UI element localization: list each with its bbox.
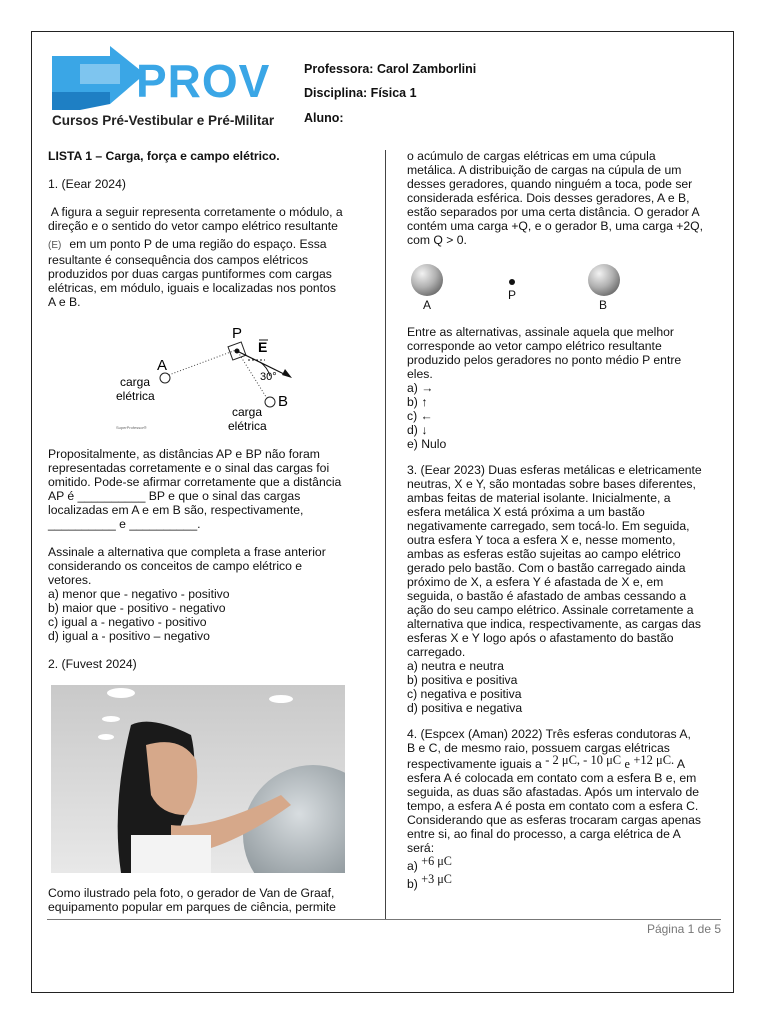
q2-text: o acúmulo de cargas elétricas em uma cúpula (407, 149, 656, 163)
line-ap (166, 350, 236, 376)
left-column (48, 149, 373, 309)
q3-text: outra esfera Y toca a esfera X e, nesse momento, (407, 533, 676, 547)
q2-text: eles. (407, 367, 433, 381)
q1-heading: 1. (Eear 2024) (48, 177, 126, 191)
sphere-b-label: B (599, 298, 608, 312)
subject: Disciplina: Física 1 (304, 86, 417, 100)
q3-option-d: d) positiva e negativa (407, 701, 523, 715)
q4-text: entre si, ao final do processo, a carga elétrica de A (407, 827, 681, 841)
q3-text: neutras, X e Y, são montadas sobre bases diferentes, (407, 477, 696, 491)
q3-text: seguida, o bastão é afastado de ambas cessando a (407, 589, 687, 603)
q1-line: resultante é consequência dos campos elétricos (48, 253, 309, 267)
q4-option-b-label: b) (407, 877, 418, 891)
q4-value-c: +12 μC. (633, 753, 675, 767)
logo (50, 44, 275, 114)
logo-subtitle: Cursos Pré-Vestibular e Pré-Militar (52, 113, 275, 128)
q3-text: carregado. (407, 645, 466, 659)
angle-label: 30° (260, 371, 277, 383)
footer-rule (47, 919, 721, 920)
q2-text: equipamento popular em parques de ciência, permite (48, 900, 336, 914)
charge-a (160, 373, 170, 383)
q2-option-b: b) ↑ (407, 395, 428, 409)
q3-text: gerado pelo bastão. Com o bastão carregado ainda (407, 561, 686, 575)
q3-option-c: c) negativa e positiva (407, 687, 522, 701)
q1-text: localizadas em A e em B são, respectivamente, (48, 503, 304, 517)
q1-option-c: c) igual a - negativo - positivo (48, 615, 207, 629)
q4-text: tempo, a esfera A é posta em contato com a esfera C. (407, 799, 699, 813)
q4-text: 4. (Espcex (Aman) 2022) Três esferas condutoras A, (407, 727, 691, 741)
logo-text: PROV (136, 55, 271, 107)
e-vector-symbol: (E) (48, 240, 62, 251)
q2-text: contém uma carga +Q, e o gerador B, uma carga +2Q, (407, 219, 704, 233)
q3-text: ambas as esferas estão sujeitas ao campo elétrico (407, 547, 681, 561)
q1-line: A e B. (48, 295, 81, 309)
q1-line: produzidos por duas cargas puntiformes com cargas (48, 267, 332, 281)
q2-option-c: c) ← (407, 409, 433, 423)
q2-text: produzido pelos geradores no ponto médio P entre (407, 353, 682, 367)
q3-text: ambas feitas de material isolante. Inicialmente, a (407, 491, 671, 505)
q2-text: metálica. A distribuição de cargas na cúpula de um (407, 163, 682, 177)
point-p-dot (509, 279, 515, 285)
q3-text: esfera metálica X está próxima a um bastão (407, 505, 645, 519)
list-title: LISTA 1 – Carga, força e campo elétrico. (48, 149, 280, 163)
q3-text: 3. (Eear 2023) Duas esferas metálicas e eletricamente (407, 463, 702, 477)
q1-option-a: a) menor que - negativo - positivo (48, 587, 230, 601)
q2-text: com Q > 0. (407, 233, 467, 247)
q3-text: alternativa que indica, respectivamente, as cargas das (407, 617, 702, 631)
q1-text: considerando os conceitos de campo elétrico e (48, 559, 303, 573)
q2-heading: 2. (Fuvest 2024) (48, 657, 137, 671)
electric-field-figure (110, 322, 310, 434)
left-column-cont (48, 447, 373, 671)
q2-text: Como ilustrado pela foto, o gerador de Van de Graaf, (48, 886, 335, 900)
page-number: Página 1 de 5 (646, 922, 721, 936)
q4-option-a-label: a) (407, 859, 418, 873)
q4-values: - 2 μC, - 10 μC (545, 753, 622, 767)
sphere-a-label: A (423, 298, 432, 312)
q1-option-b: b) maior que - positivo - negativo (48, 601, 226, 615)
carga-b-label: elétrica (228, 419, 267, 433)
q1-line: direção e o sentido do vetor campo elétrico resultante (48, 219, 338, 233)
q2-text: estão separados por uma certa distância. O gerador A (407, 205, 700, 219)
label-e: E (258, 339, 268, 355)
right-column-q2 (407, 325, 722, 891)
q4-e: e (624, 757, 630, 771)
column-divider (385, 150, 386, 920)
sphere-b (588, 264, 620, 296)
q2-intro (48, 886, 373, 914)
q2-option-d: d) ↓ (407, 423, 428, 437)
carga-b-label: carga (232, 405, 263, 419)
charge-b (265, 397, 275, 407)
sphere-a (411, 264, 443, 296)
q4-text: será: (407, 841, 435, 855)
q1-line: elétricas, em módulo, iguais e localizadas nos pontos (48, 281, 336, 295)
q4-option-a-value: +6 μC (421, 854, 452, 868)
q3-text: negativamente carregado, sem tocá-lo. Em seguida, (407, 519, 690, 533)
q1-line: em um ponto P de uma região do espaço. Essa (69, 237, 327, 251)
q3-text: ação do seu campo elétrico. Assinale corretamente a (407, 603, 694, 617)
point-p-label: P (508, 288, 517, 302)
q1-text: omitido. Pode-se afirmar corretamente que a distância (48, 475, 342, 489)
q1-option-d: d) igual a - positivo – negativo (48, 629, 210, 643)
right-column (407, 149, 722, 247)
q1-line: A figura a seguir representa corretamente o módulo, a (48, 205, 343, 219)
q3-option-a: a) neutra e neutra (407, 659, 504, 673)
label-b: B (278, 393, 289, 410)
arrowhead (282, 369, 292, 378)
carga-a-label: elétrica (116, 389, 155, 403)
q1-text: Assinale a alternativa que completa a frase anterior (48, 545, 326, 559)
q4-text: seguida, as duas são afastadas. Após um intervalo de (407, 785, 700, 799)
q4-option-b-value: +3 μC (421, 872, 452, 886)
label-p: P (232, 325, 243, 342)
q2-option-e: e) Nulo (407, 437, 447, 451)
q2-text: corresponde ao vetor campo elétrico resultante (407, 339, 662, 353)
q4-text: A (676, 757, 686, 771)
teacher-name: Professora: Carol Zamborlini (304, 62, 477, 76)
q2-text: Entre as alternativas, assinale aquela que melhor (407, 325, 674, 339)
figure-credit: SuperProfessor® (116, 425, 147, 430)
q4-text: respectivamente iguais a (407, 757, 542, 771)
van-de-graaff-photo (51, 685, 345, 873)
q3-option-b: b) positiva e positiva (407, 673, 518, 687)
q4-text: esfera A é colocada em contato com a esfera B e, em (407, 771, 697, 785)
carga-a-label: carga (120, 375, 151, 389)
q2-text: considerada esférica. Dois desses geradores, A e B, (407, 191, 690, 205)
q4-text: Considerando que as esferas trocaram cargas apenas (407, 813, 702, 827)
q1-text: __________ e __________. (48, 517, 201, 531)
q4-text: B e C, de mesmo raio, possuem cargas elétricas (407, 741, 670, 755)
q1-text: representadas corretamente e o sinal das cargas foi (48, 461, 330, 475)
q1-text: vetores. (48, 573, 92, 587)
q3-text: próximo de X, a esfera Y é afastada de X e, em (407, 575, 664, 589)
q3-text: esferas X e Y logo após o afastamento do bastão (407, 631, 674, 645)
q2-option-a: a) → (407, 381, 434, 395)
q1-text: Propositalmente, as distâncias AP e BP não foram (48, 447, 320, 461)
label-a: A (157, 357, 168, 374)
q2-text: desses geradores, quando ninguém a toca, pode ser (407, 177, 693, 191)
q1-text: AP é __________ BP e que o sinal das cargas (48, 489, 301, 503)
student-label: Aluno: (304, 111, 344, 125)
